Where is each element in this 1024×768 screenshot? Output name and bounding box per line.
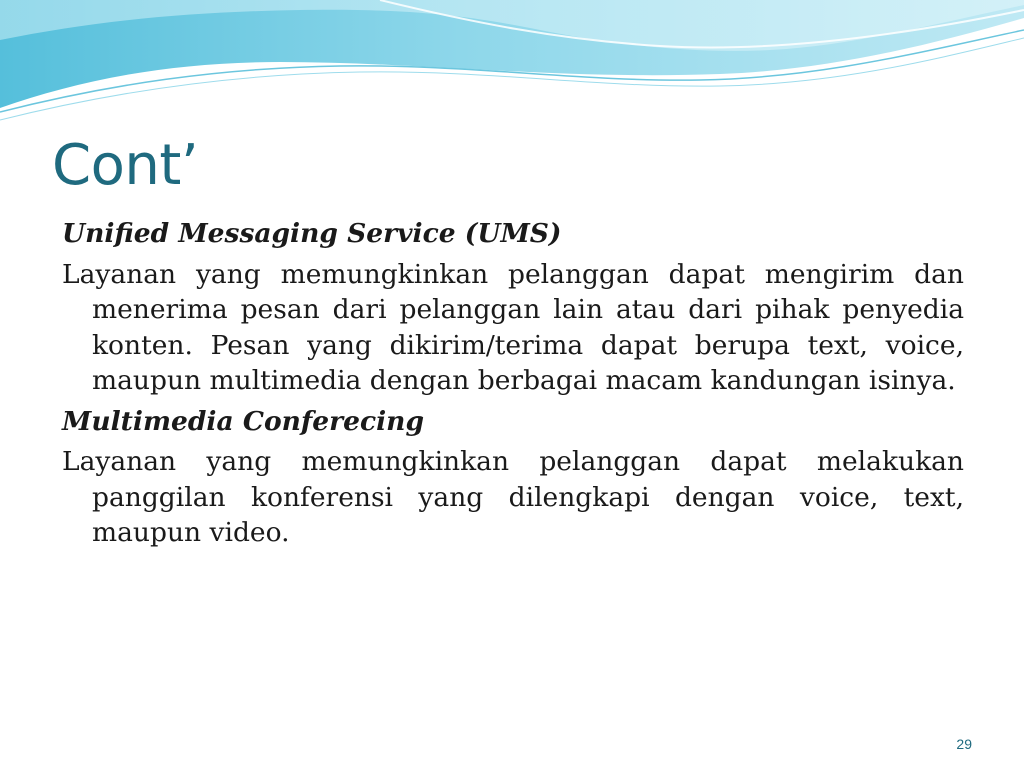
section-body-ums: Layanan yang memungkinkan pelanggan dapat mengirim dan menerima pesan dari pelanggan lain atau dari pihak penyedia konten. Pesan yang dikirim/terima dapat berupa text, voice, maupun multimedia dengan berbagai macam kandungan isinya.	[62, 258, 964, 396]
section-heading-ums: Unified Messaging Service (UMS)	[62, 218, 562, 249]
section-body-multimedia-conferencing: Layanan yang memungkinkan pelanggan dapat melakukan panggilan konferensi yang dilengkapi dengan voice, text, maupun video.	[62, 446, 964, 548]
slide-title: Cont’	[52, 133, 199, 198]
section-heading-multimedia-conferencing: Multimedia Conferecing	[62, 405, 424, 437]
header-wave-decoration	[0, 0, 1024, 130]
slide-content	[62, 216, 964, 556]
slide-number: 29	[956, 736, 972, 752]
